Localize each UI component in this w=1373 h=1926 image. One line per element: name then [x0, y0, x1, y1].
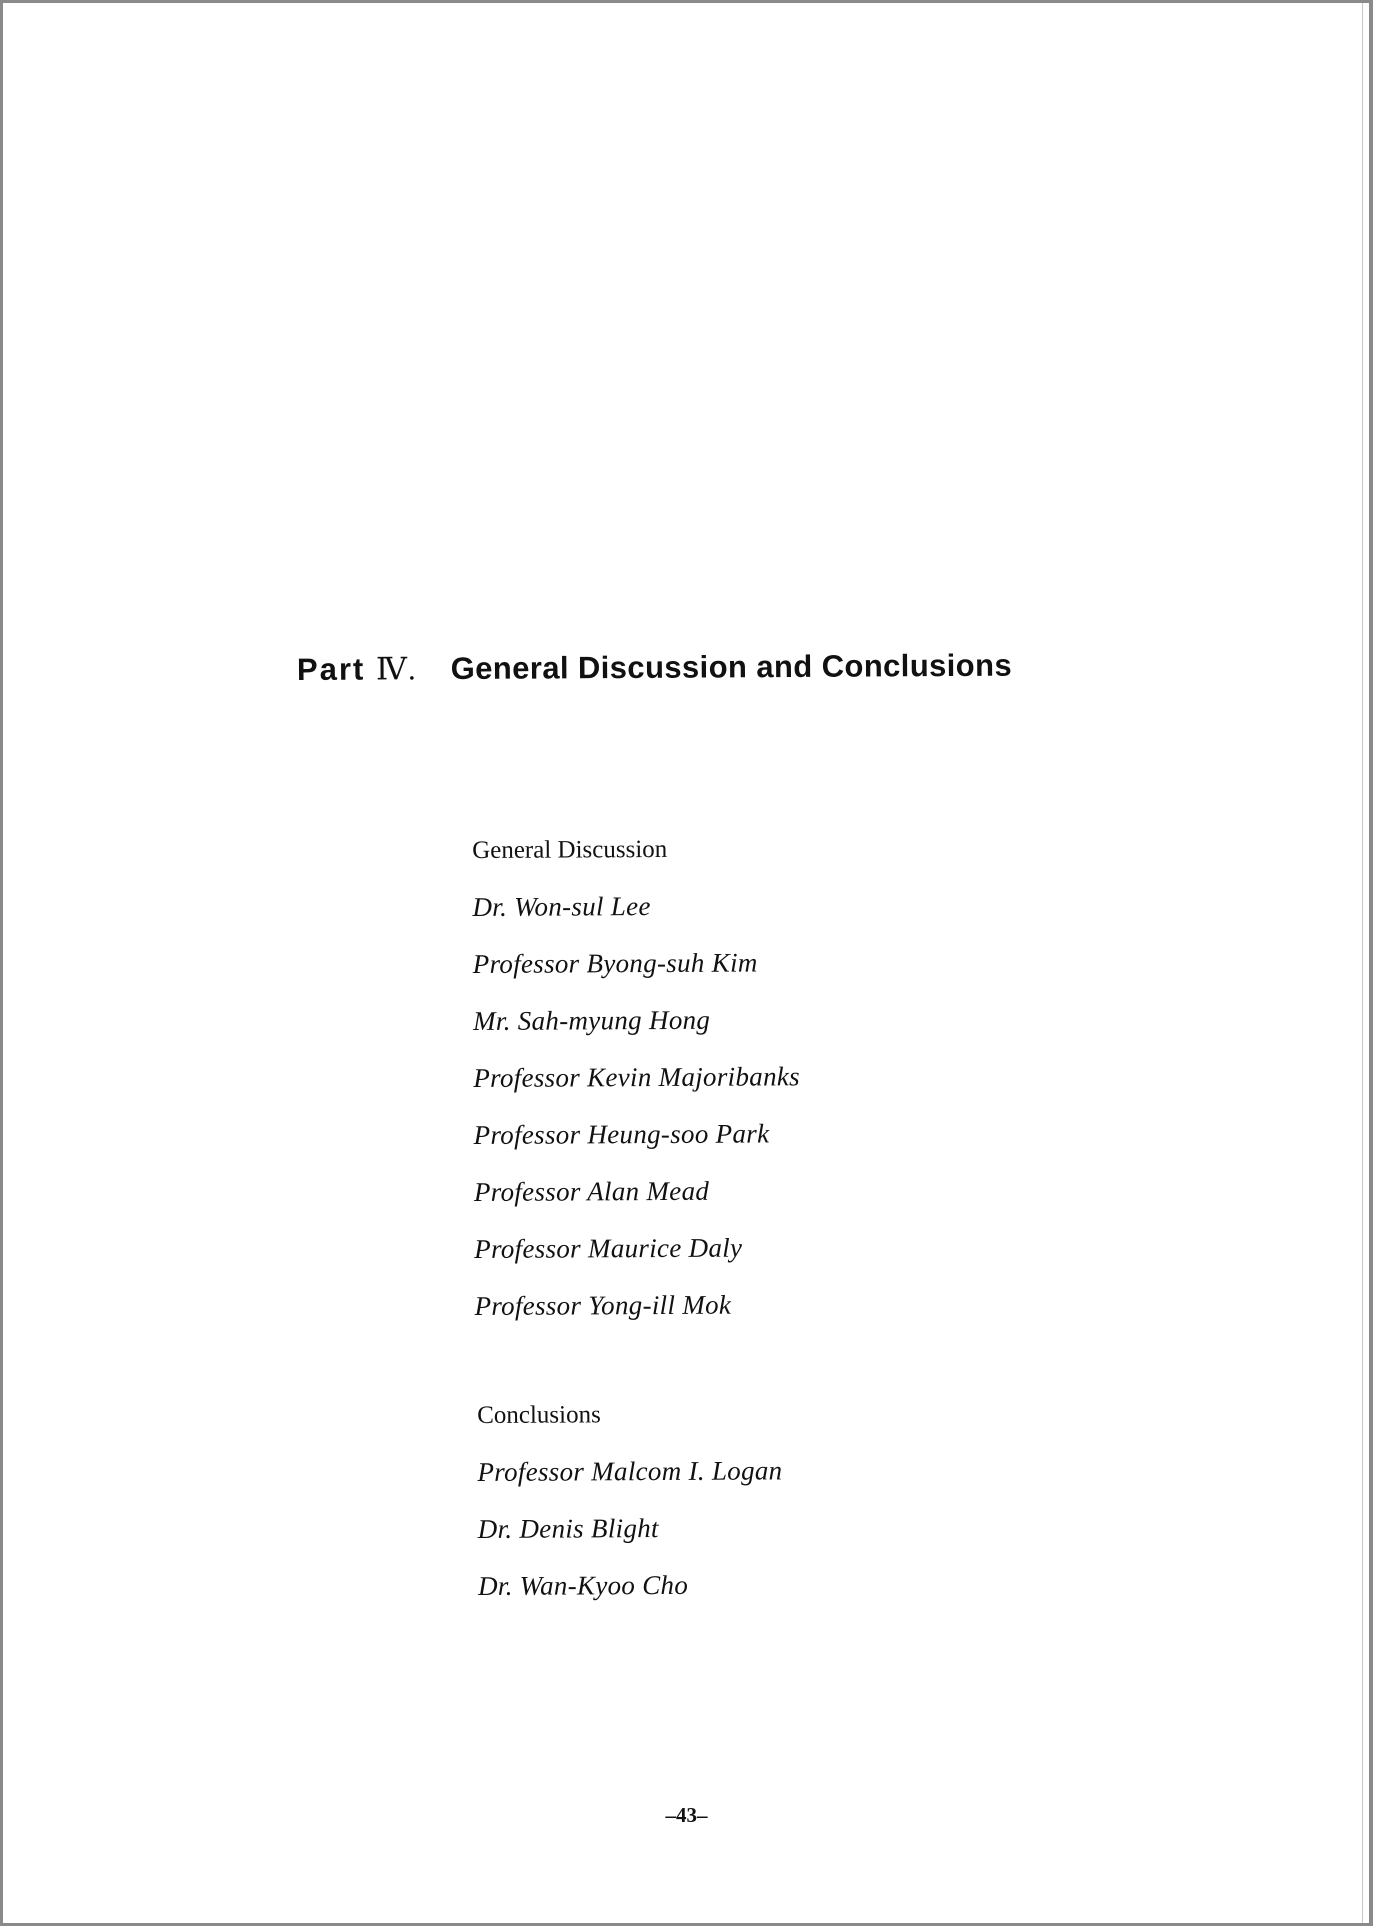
part-label-word: Part [296, 651, 366, 687]
speaker-item: Professor Maurice Daly [474, 1232, 743, 1264]
speaker-item: Dr. Wan-Kyoo Cho [477, 1569, 689, 1601]
part-title [297, 648, 1012, 688]
part-number: Ⅳ. [375, 651, 417, 687]
part-title-text: General Discussion and Conclusions [450, 647, 1013, 687]
speaker-item: Professor Kevin Majoribanks [473, 1061, 800, 1093]
page-number: –43– [665, 1803, 708, 1827]
speaker-item: Dr. Won-sul Lee [472, 891, 651, 922]
general-discussion-heading: General Discussion [472, 835, 668, 864]
speaker-item: Professor Heung-soo Park [473, 1118, 770, 1150]
speaker-item: Professor Alan Mead [473, 1175, 710, 1207]
general-discussion-section [472, 820, 801, 1335]
speaker-item: Professor Malcom I. Logan [477, 1455, 783, 1487]
conclusions-heading: Conclusions [477, 1401, 601, 1429]
speaker-item: Dr. Denis Blight [477, 1513, 659, 1544]
part-label [297, 651, 417, 688]
conclusions-section [477, 1385, 783, 1615]
speaker-item: Mr. Sah-myung Hong [472, 1004, 711, 1036]
speaker-item: Professor Yong-ill Mok [474, 1289, 732, 1321]
speaker-item: Professor Byong-suh Kim [472, 947, 758, 979]
